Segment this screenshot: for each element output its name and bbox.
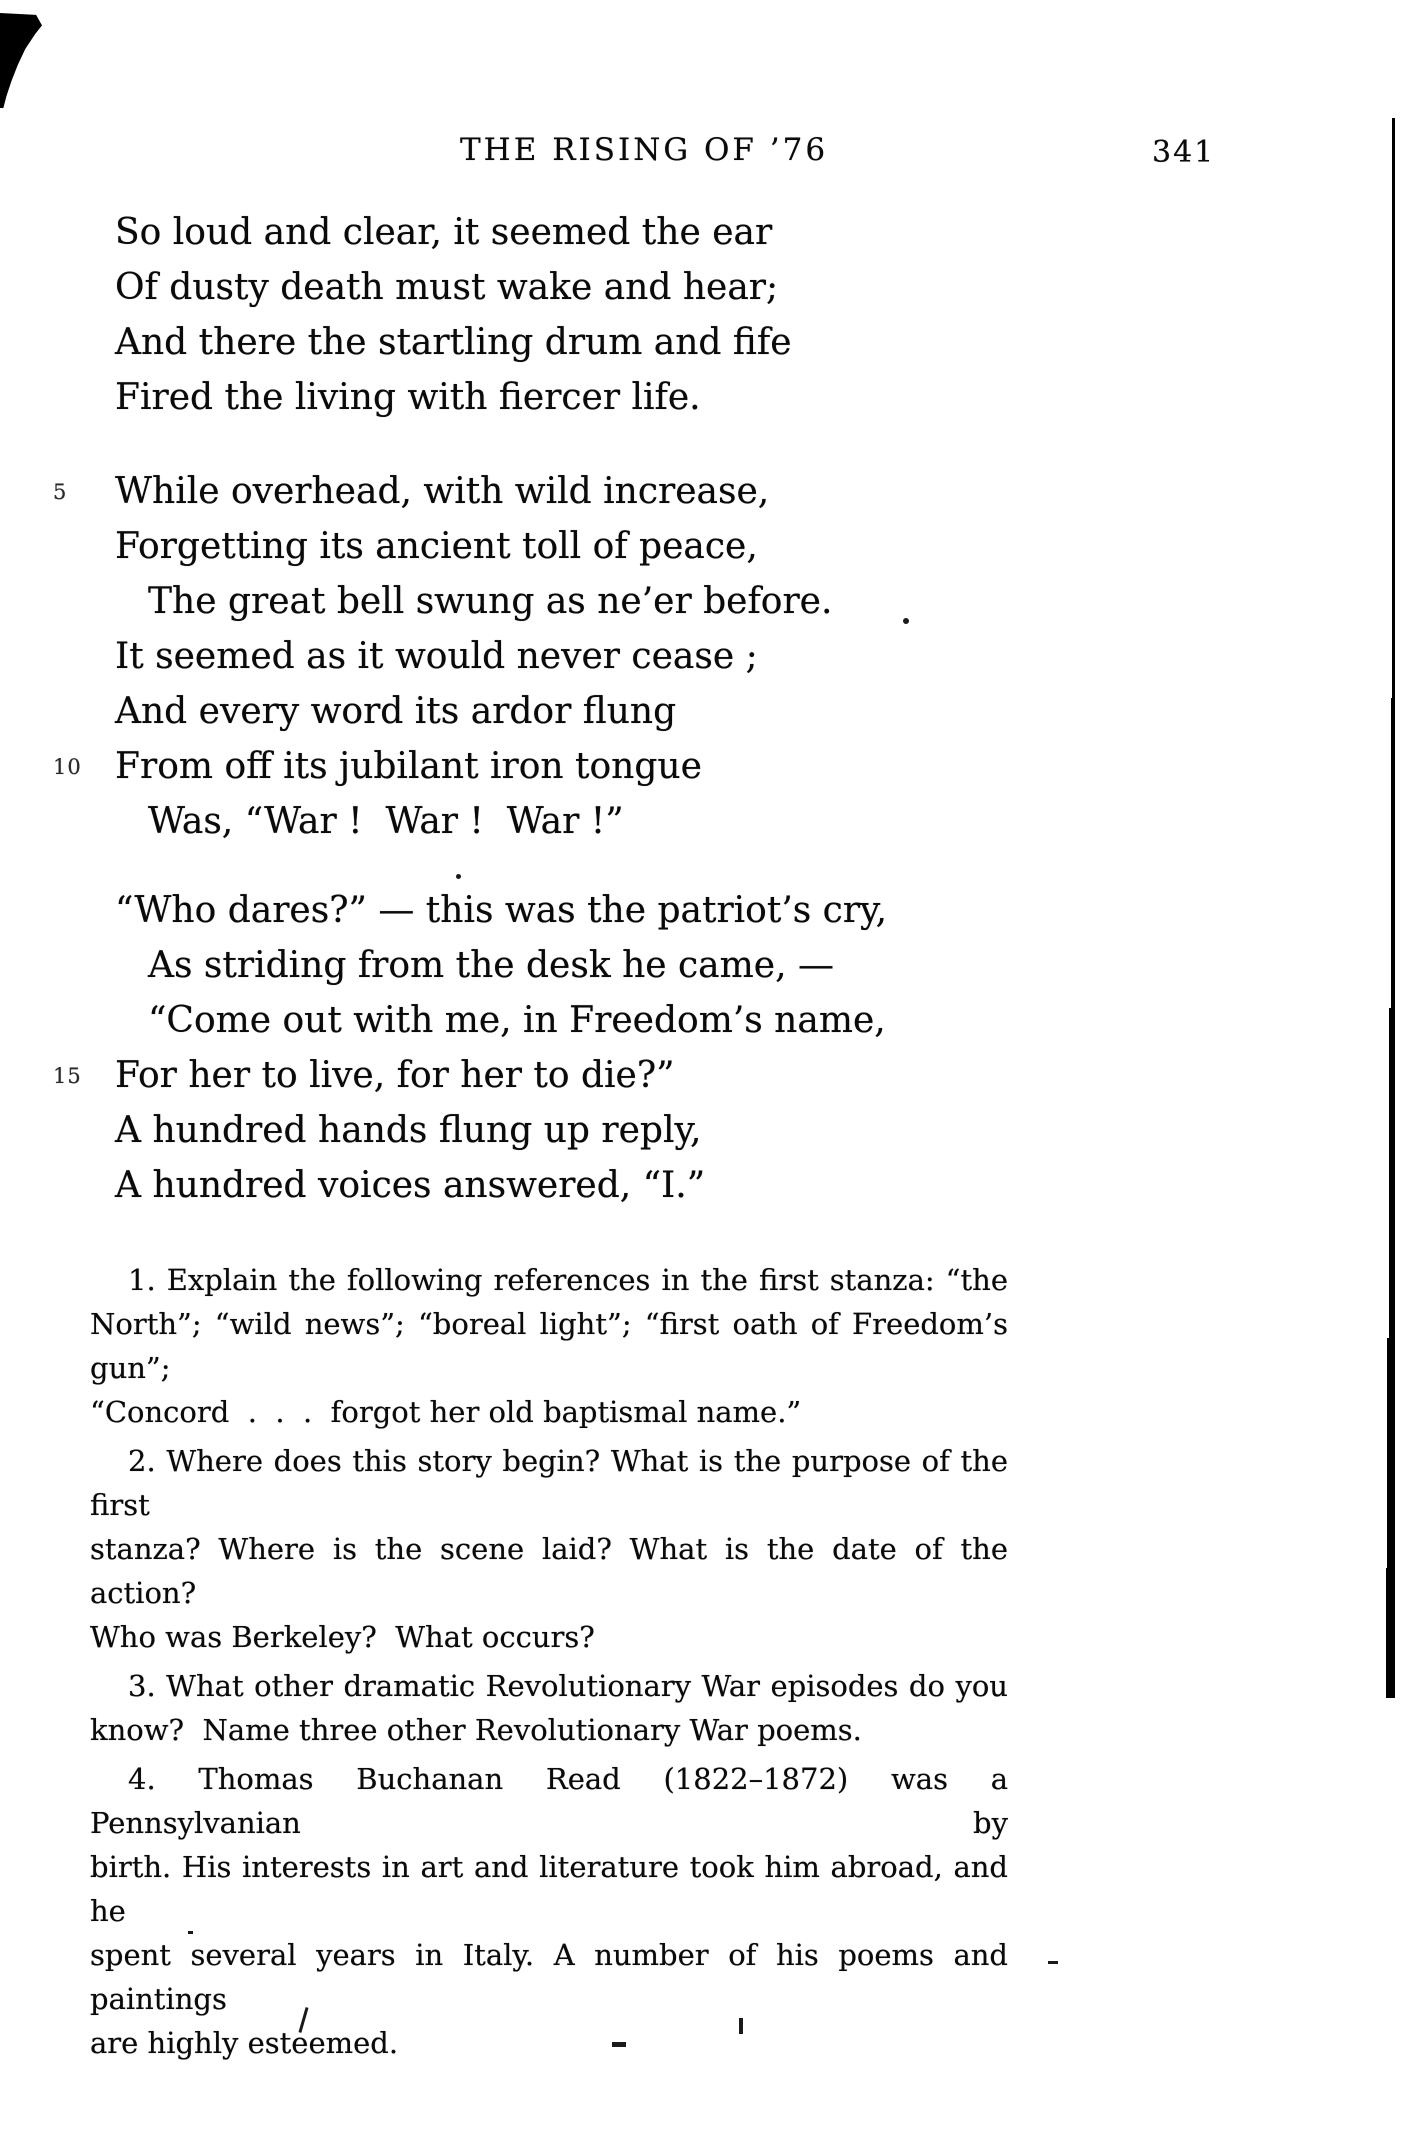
question-line: stanza? Where is the scene laid? What is the date of the action?: [90, 1532, 1008, 1610]
question-line: 2. Where does this story begin? What is the purpose of the first: [90, 1444, 1008, 1522]
ink-speck-artifact: [456, 874, 461, 879]
poem-line: It seemed as it would never cease ;: [115, 636, 758, 677]
question-line: 3. What other dramatic Revolutionary War episodes do you: [128, 1669, 1008, 1703]
question-line: birth. His interests in art and literature took him abroad, and he: [90, 1850, 1008, 1928]
question-line: Who was Berkeley? What occurs?: [90, 1620, 595, 1654]
question-paragraph: [90, 1757, 1008, 2065]
poem-line: From off its jubilant iron tongue 10: [115, 739, 832, 794]
poem-line: And there the startling drum and fife: [115, 322, 792, 363]
page-edge-line-artifact: [1387, 1338, 1395, 1568]
poem-line: “Who dares?” — this was the patriot’s cry,: [115, 890, 888, 931]
page-number: 341: [1152, 135, 1216, 170]
poem-stanza: [53, 464, 833, 849]
question-line: “Concord . . . forgot her old baptismal name.”: [90, 1395, 802, 1429]
question-line: 4. Thomas Buchanan Read (1822–1872) was a Pennsylvanian by: [90, 1762, 1008, 1840]
poem-line: As striding from the desk he came, —: [148, 945, 834, 986]
question-paragraph: [90, 1258, 1008, 1434]
poem-line: A hundred voices answered, “I.”: [115, 1165, 706, 1206]
poem-line: So loud and clear, it seemed the ear: [115, 212, 773, 253]
poem-line: A hundred hands flung up reply,: [115, 1110, 702, 1151]
page-edge-line-artifact: [1386, 1568, 1395, 1698]
poem-line: Was, “War ! War ! War !”: [148, 801, 624, 842]
ink-speck-artifact: [1048, 1961, 1058, 1964]
question-line: 1. Explain the following references in the first stanza: “the: [128, 1263, 1008, 1297]
poem-line: Fired the living with fiercer life.: [115, 377, 701, 418]
ink-speck-artifact: [903, 618, 909, 624]
poem-line-number: 10: [53, 755, 82, 779]
poem-line: And every word its ardor flung: [115, 691, 677, 732]
question-line: are highly esteemed.: [90, 2026, 399, 2060]
question-line: North”; “wild news”; “boreal light”; “first oath of Freedom’s gun”;: [90, 1307, 1008, 1385]
page-title: THE RISING OF ’76: [460, 132, 829, 168]
question-paragraph: [90, 1664, 1008, 1752]
study-questions: [90, 1258, 1008, 2065]
question-line: know? Name three other Revolutionary War poems.: [90, 1713, 862, 1747]
question-paragraph: [90, 1439, 1008, 1659]
poem-line-number: 5: [53, 480, 68, 504]
poem-stanza: [115, 205, 792, 425]
poem-line: For her to live, for her to die?” 15: [115, 1048, 887, 1103]
poem-line: While overhead, with wild increase, 5: [115, 464, 832, 519]
question-line: spent several years in Italy. A number of his poems and paintings: [90, 1938, 1008, 2016]
poem-stanza: [53, 883, 888, 1213]
corner-blot-artifact: [0, 13, 42, 108]
poem-line: The great bell swung as ne’er before.: [148, 581, 833, 622]
poem-line: “Come out with me, in Freedom’s name,: [148, 1000, 886, 1041]
poem-line-number: 15: [53, 1064, 82, 1088]
poem-line: Forgetting its ancient toll of peace,: [115, 526, 758, 567]
page-edge-line-artifact: [1389, 1008, 1395, 1338]
page-edge-line-artifact: [1392, 118, 1395, 698]
poem-line: Of dusty death must wake and hear;: [115, 267, 779, 308]
page-edge-line-artifact: [1391, 698, 1395, 1008]
